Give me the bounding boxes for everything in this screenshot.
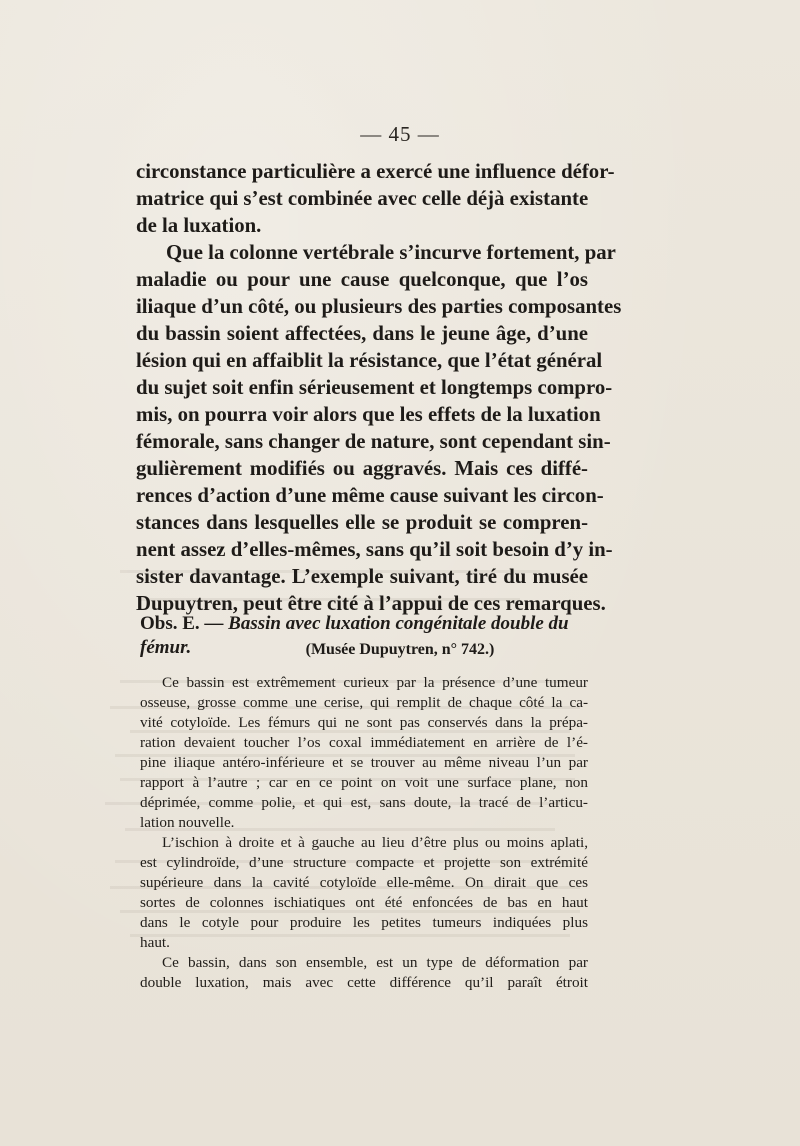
- text-line: L’ischion à droite et à gauche au lieu d’être plus ou moins aplati,: [162, 834, 588, 851]
- text-line: nent assez d’elles-mêmes, sans qu’il soit besoin d’y in-: [136, 538, 613, 561]
- text-line: du sujet soit enfin sérieusement et longtemps compro-: [136, 376, 613, 399]
- paragraph: [140, 673, 588, 833]
- paragraph: [140, 833, 588, 953]
- main-text: [136, 158, 622, 617]
- observation-text: [140, 673, 588, 993]
- text-line: stances dans lesquelles elle se produit se compren-: [136, 511, 588, 534]
- text-line: mis, on pourra voir alors que les effets de la luxation: [136, 403, 601, 426]
- text-line: rapport à l’autre ; car en ce point on voit une surface plane, non: [140, 774, 588, 791]
- text-line: iliaque d’un côté, ou plusieurs des parties composantes: [136, 295, 622, 318]
- text-line: Dupuytren, peut être cité à l’appui de ces remarques.: [136, 592, 606, 615]
- text-line: sortes de colonnes ischiatiques ont été enfoncées de bas en haut: [140, 894, 588, 911]
- text-line: déprimée, comme polie, et qui est, sans doute, la tracé de l’articu-: [140, 794, 588, 811]
- text-line: dans le cotyle pour produire les petites tumeurs indiquées plus: [140, 914, 588, 931]
- paragraph: [136, 239, 622, 617]
- text-line: ration devaient toucher l’os coxal immédiatement en arrière de l’é-: [140, 734, 588, 751]
- text-line: supérieure dans la cavité cotyloïde elle-même. On dirait que ces: [140, 874, 588, 891]
- text-line: sister davantage. L’exemple suivant, tiré du musée: [136, 565, 588, 588]
- text-line: gulièrement modifiés ou aggravés. Mais ces diffé-: [136, 457, 588, 480]
- text-line: osseuse, grosse comme une cerise, qui remplit de chaque côté la ca-: [140, 694, 588, 711]
- text-line: matrice qui s’est combinée avec celle déjà existante: [136, 187, 589, 210]
- text-line: Ce bassin est extrêmement curieux par la présence d’une tumeur: [162, 674, 588, 691]
- text-line: rences d’action d’une même cause suivant les circon-: [136, 484, 604, 507]
- text-line: lésion qui en affaiblit la résistance, que l’état général: [136, 349, 603, 372]
- text-line: Que la colonne vertébrale s’incurve fortement, par: [166, 241, 616, 264]
- text-line: est cylindroïde, d’une structure compacte et projette son extrémité: [140, 854, 588, 871]
- text-line: vité cotyloïde. Les fémurs qui ne sont pas conservés dans la prépa-: [140, 714, 588, 731]
- text-line: pine iliaque antéro-inférieure et se trouver au même niveau l’un par: [140, 754, 588, 771]
- paragraph: [136, 158, 615, 239]
- text-line: lation nouvelle.: [140, 814, 235, 831]
- observation-source: (Musée Dupuytren, n° 742.): [305, 641, 495, 658]
- text-line: haut.: [140, 934, 170, 951]
- page-number: — 45 —: [360, 122, 440, 146]
- text-line: Ce bassin, dans son ensemble, est un type de déformation par: [162, 954, 588, 971]
- paragraph: [140, 953, 588, 993]
- observation-label: Obs. E. —: [140, 613, 229, 634]
- text-line: du bassin soient affectées, dans le jeune âge, d’une: [136, 322, 588, 345]
- text-line: fémorale, sans changer de nature, sont cependant sin-: [136, 430, 611, 453]
- text-line: maladie ou pour une cause quelconque, que l’os: [136, 268, 588, 291]
- observation-title: Bassin avec luxation congénitale double du fémur.: [140, 613, 569, 658]
- text-line: circonstance particulière a exercé une influence défor-: [136, 160, 615, 183]
- text-line: de la luxation.: [136, 214, 262, 237]
- text-line: double luxation, mais avec cette différence qu’il paraît étroit: [140, 974, 588, 991]
